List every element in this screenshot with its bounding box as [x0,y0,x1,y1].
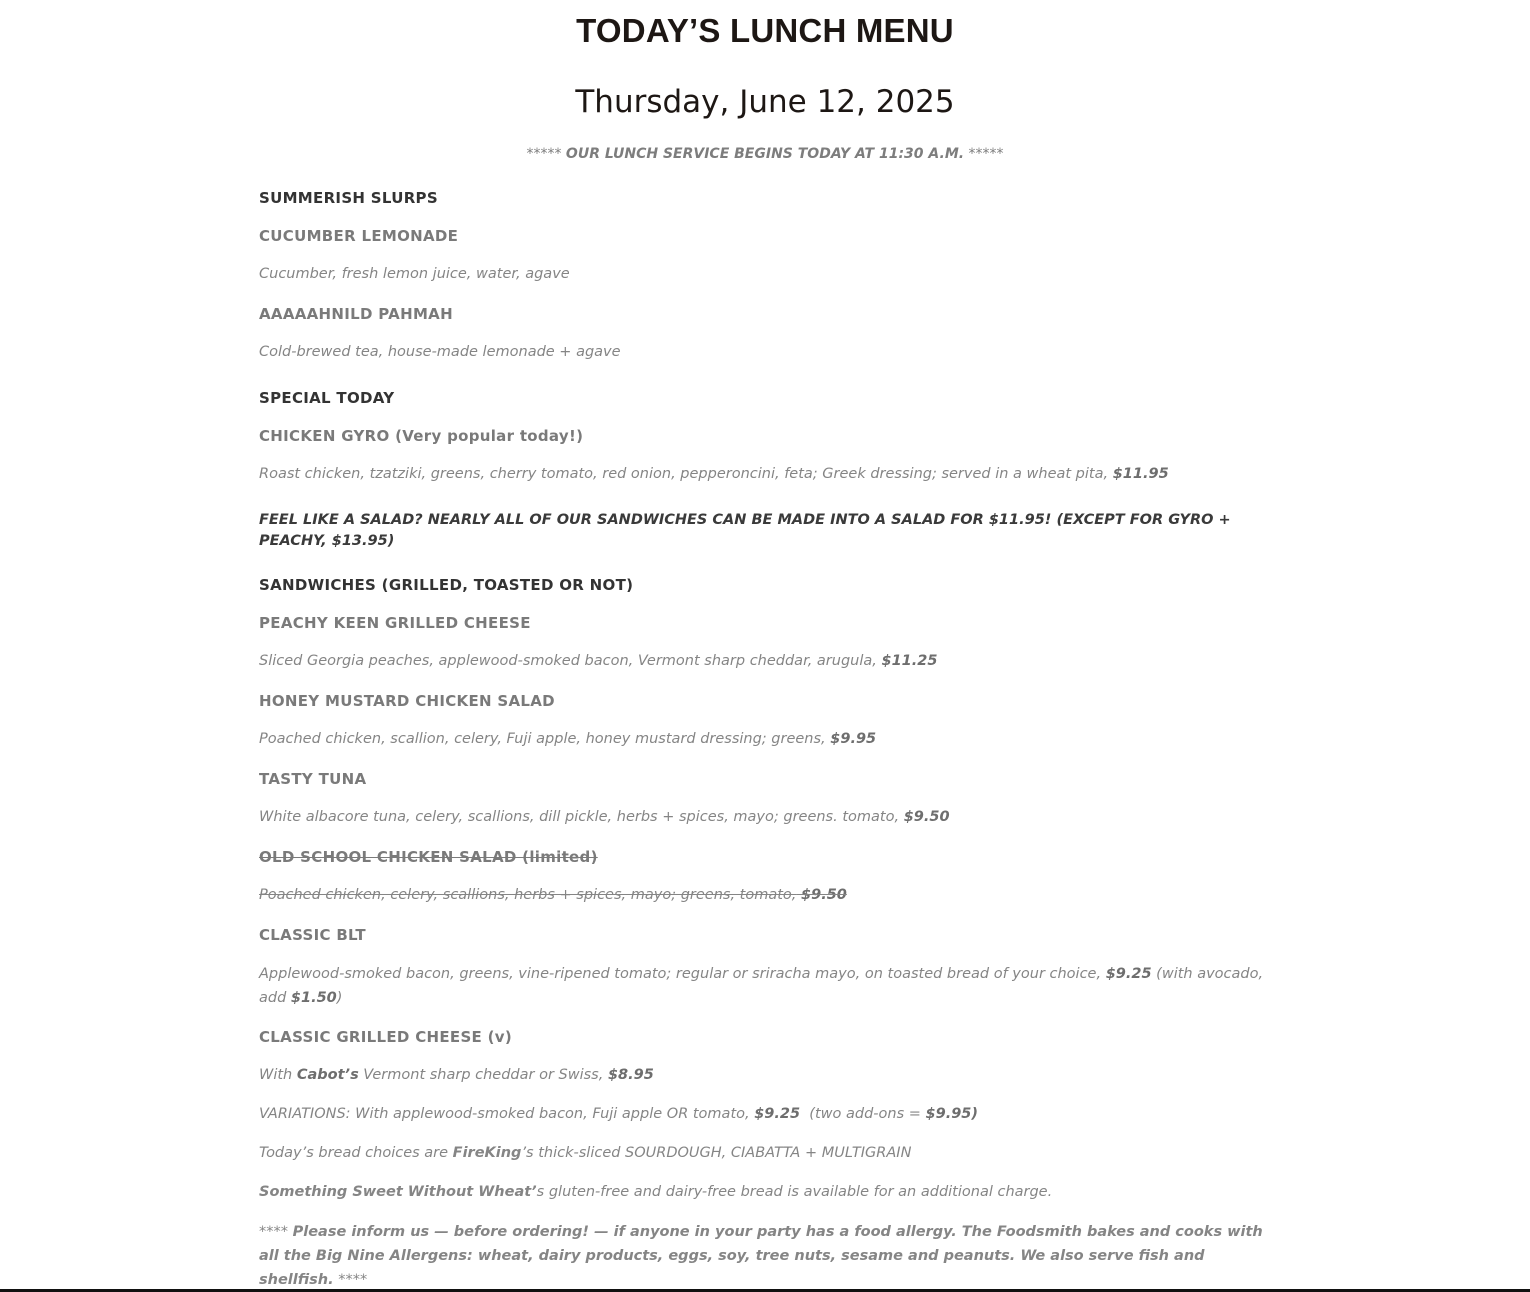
item-name: CHICKEN GYRO (Very popular today!) [259,427,584,445]
item-desc [259,809,1275,825]
desc-text: Poached chicken, celery, scallions, herbs + spices, mayo; greens, tomato, [259,887,797,903]
item-desc [259,731,1275,747]
menu-date: Thursday, June 12, 2025 [575,84,955,120]
bread-note [259,1145,1275,1161]
section-heading-sandwiches: SANDWICHES (GRILLED, TOASTED OR NOT) [259,576,634,594]
item-desc [259,1067,1275,1083]
item-name: PEACHY KEEN GRILLED CHEESE [259,614,531,632]
item-desc [259,962,1275,1010]
item-price: $9.95) [925,1106,979,1122]
note-text: ’s thick-sliced SOURDOUGH, CIABATTA + MULTIGRAIN [521,1145,912,1161]
desc-text: White albacore tuna, celery, scallions, dill pickle, herbs + spices, mayo; greens. tomato, [259,809,900,825]
notice-stars-right: ***** [968,146,1004,162]
desc-extra: (with avocado, add [259,966,1264,1006]
item-price: $11.95 [1112,466,1169,482]
item-desc-unavailable [259,887,1275,903]
desc-text: Vermont sharp cheddar or Swiss, [358,1067,604,1083]
notice-stars-left: ***** [526,146,562,162]
item-desc: Cucumber, fresh lemon juice, water, agave [259,266,570,282]
gluten-free-note [259,1184,1275,1200]
item-name: AAAAAHNILD PAHMAH [259,305,453,323]
desc-text: With [259,1067,297,1083]
brand-name: Cabot’s [296,1067,359,1083]
item-price: $9.25 [1105,966,1152,982]
desc-text: VARIATIONS: With applewood-smoked bacon, Fuji apple OR tomato, [259,1106,750,1122]
note-text: s gluten-free and dairy-free bread is available for an additional charge. [536,1184,1053,1200]
section-heading-slurps: SUMMERISH SLURPS [259,189,438,207]
section-heading-special: SPECIAL TODAY [259,389,395,407]
allergy-text: Please inform us — before ordering! — if anyone in your party has a food allergy. The Foodsmith bakes and cooks with all the Big Nine Allergens: wheat, dairy products, eggs, soy, tree nuts, sesame and peanuts. We also serve fish and shellfish. [259,1224,1263,1288]
item-name: CUCUMBER LEMONADE [259,227,459,245]
brand-name: Something Sweet Without Wheat’ [259,1184,537,1200]
item-price: $9.50 [801,887,847,903]
extra-price: $1.50 [290,990,337,1006]
notice-text: OUR LUNCH SERVICE BEGINS TODAY AT 11:30 A.M. [565,146,965,162]
item-price: $9.50 [903,809,950,825]
desc-text: Poached chicken, scallion, celery, Fuji apple, honey mustard dressing; greens, [259,731,826,747]
item-price: $8.95 [607,1067,654,1083]
desc-text: (two add-ons = [800,1106,921,1122]
note-text: Today’s bread choices are [259,1145,453,1161]
allergy-stars-right: **** [338,1272,368,1288]
desc-extra-close: ) [336,990,343,1006]
item-desc [259,653,1275,669]
service-notice [0,146,1530,162]
salad-promo: FEEL LIKE A SALAD? NEARLY ALL OF OUR SANDWICHES CAN BE MADE INTO A SALAD FOR $11.95! (EXCEPT FOR GYRO + PEACHY, $13.95) [259,512,1231,549]
item-price: $9.25 [754,1106,801,1122]
item-name: CLASSIC GRILLED CHEESE (v) [259,1028,513,1046]
allergy-note [259,1220,1275,1292]
item-price: $9.95 [830,731,877,747]
allergy-stars-left: **** [259,1224,288,1240]
item-name: CLASSIC BLT [259,926,366,944]
item-name: TASTY TUNA [259,770,367,788]
item-desc: Cold-brewed tea, house-made lemonade + agave [259,344,621,360]
item-name: HONEY MUSTARD CHICKEN SALAD [259,692,555,710]
item-name-unavailable: OLD SCHOOL CHICKEN SALAD (limited) [259,848,598,866]
page-title: TODAY’S LUNCH MENU [576,12,954,49]
variations-line [259,1106,1275,1122]
desc-text: Sliced Georgia peaches, applewood-smoked bacon, Vermont sharp cheddar, arugula, [259,653,877,669]
item-price: $11.25 [881,653,938,669]
item-desc [259,466,1275,482]
desc-text: Applewood-smoked bacon, greens, vine-ripened tomato; regular or sriracha mayo, on toasted bread of your choice, [259,966,1102,982]
brand-name: FireKing [452,1145,522,1161]
desc-text: Roast chicken, tzatziki, greens, cherry tomato, red onion, pepperoncini, feta; Greek dressing; served in a wheat pita, [259,466,1109,482]
